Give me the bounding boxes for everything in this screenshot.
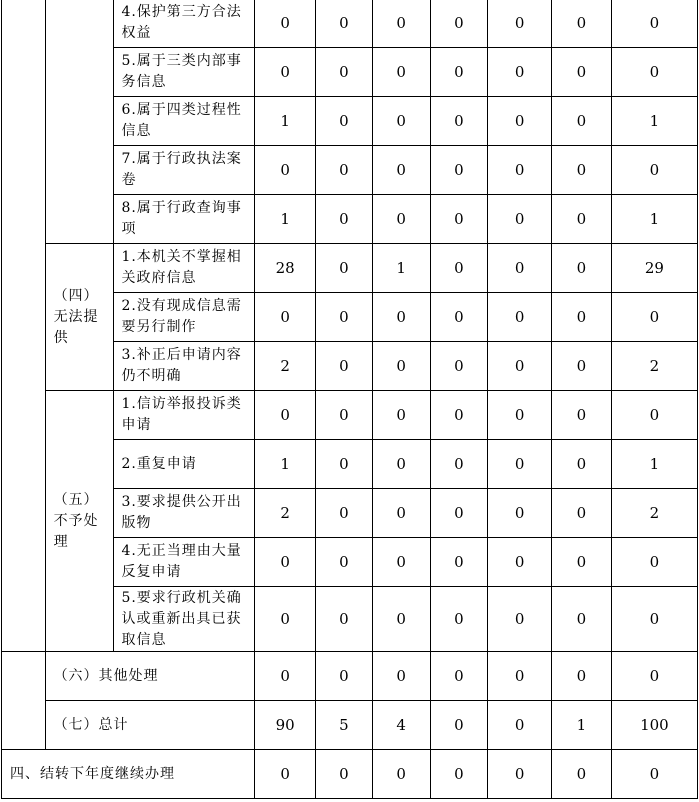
cell-value: 0	[372, 489, 430, 538]
cell-value: 0	[430, 587, 488, 652]
cell-value: 0	[552, 391, 612, 440]
table-row	[2, 750, 698, 799]
category-label: （五）不予处理	[45, 391, 114, 652]
cell-value: 0	[430, 0, 488, 48]
cell-value: 28	[255, 244, 316, 293]
cell-value: 0	[552, 342, 612, 391]
row-label: 7.属于行政执法案卷	[114, 146, 255, 195]
cell-value: 0	[552, 48, 612, 97]
cell-value: 0	[552, 244, 612, 293]
cell-value: 0	[372, 391, 430, 440]
cell-value: 0	[316, 750, 373, 799]
cell-value: 0	[611, 538, 697, 587]
cell-value: 0	[255, 146, 316, 195]
cell-value: 0	[372, 97, 430, 146]
cell-value: 0	[316, 48, 373, 97]
cell-value: 1	[611, 97, 697, 146]
cell-value: 0	[488, 244, 552, 293]
cell-value: 5	[316, 701, 373, 750]
cell-value: 0	[372, 440, 430, 489]
cell-value: 0	[488, 146, 552, 195]
row-label: 1.本机关不掌握相关政府信息	[114, 244, 255, 293]
cell-value: 0	[316, 489, 373, 538]
table-row	[2, 652, 698, 701]
outer-group-cell	[2, 652, 46, 750]
cell-value: 0	[611, 750, 697, 799]
cell-value: 0	[611, 293, 697, 342]
cell-value: 2	[255, 489, 316, 538]
cell-value: 0	[488, 701, 552, 750]
cell-value: 0	[430, 440, 488, 489]
cell-value: 0	[488, 195, 552, 244]
cell-value: 0	[552, 587, 612, 652]
cell-value: 0	[255, 538, 316, 587]
cell-value: 0	[316, 97, 373, 146]
cell-value: 0	[488, 342, 552, 391]
row-label: 2.重复申请	[114, 440, 255, 489]
row-label: 1.信访举报投诉类申请	[114, 391, 255, 440]
cell-value: 0	[255, 391, 316, 440]
row-label: 5.要求行政机关确认或重新出具已获取信息	[114, 587, 255, 652]
cell-value: 0	[488, 587, 552, 652]
cell-value: 2	[611, 342, 697, 391]
row-label: 5.属于三类内部事务信息	[114, 48, 255, 97]
row-label: 4.保护第三方合法权益	[114, 0, 255, 48]
cell-value: 1	[552, 701, 612, 750]
cell-value: 0	[488, 0, 552, 48]
cell-value: 0	[430, 146, 488, 195]
cell-value: 0	[488, 97, 552, 146]
cell-value: 1	[255, 195, 316, 244]
cell-value: 0	[316, 440, 373, 489]
cell-value: 0	[372, 146, 430, 195]
statistics-table	[1, 0, 698, 799]
cell-value: 0	[430, 293, 488, 342]
cell-value: 0	[430, 97, 488, 146]
cell-value: 0	[430, 489, 488, 538]
outer-group-cell	[2, 0, 46, 652]
cell-value: 0	[488, 750, 552, 799]
cell-value: 0	[488, 391, 552, 440]
table-row	[2, 0, 698, 48]
cell-value: 0	[316, 293, 373, 342]
table-row	[2, 391, 698, 440]
cell-value: 0	[552, 97, 612, 146]
cell-value: 0	[430, 244, 488, 293]
cell-value: 2	[255, 342, 316, 391]
cell-value: 0	[430, 391, 488, 440]
cell-value: 0	[430, 342, 488, 391]
cell-value: 0	[316, 391, 373, 440]
cell-value: 0	[488, 293, 552, 342]
cell-value: 0	[255, 293, 316, 342]
cell-value: 0	[488, 489, 552, 538]
cell-value: 0	[552, 440, 612, 489]
cell-value: 0	[552, 293, 612, 342]
cell-value: 0	[372, 750, 430, 799]
cell-value: 0	[552, 750, 612, 799]
cell-value: 90	[255, 701, 316, 750]
cell-value: 0	[316, 195, 373, 244]
row-label: 8.属于行政查询事项	[114, 195, 255, 244]
table-row	[2, 244, 698, 293]
cell-value: 0	[372, 48, 430, 97]
cell-value: 0	[430, 538, 488, 587]
cell-value: 0	[316, 652, 373, 701]
cell-value: 2	[611, 489, 697, 538]
cell-value: 1	[255, 97, 316, 146]
cell-value: 0	[552, 146, 612, 195]
row-label: 6.属于四类过程性信息	[114, 97, 255, 146]
cell-value: 4	[372, 701, 430, 750]
cell-value: 0	[611, 587, 697, 652]
cell-value: 0	[372, 195, 430, 244]
cell-value: 0	[255, 750, 316, 799]
cell-value: 0	[255, 587, 316, 652]
cell-value: 1	[255, 440, 316, 489]
cell-value: 0	[552, 0, 612, 48]
table-row	[2, 701, 698, 750]
cell-value: 0	[552, 489, 612, 538]
cell-value: 0	[552, 652, 612, 701]
cell-value: 0	[488, 48, 552, 97]
cell-value: 29	[611, 244, 697, 293]
cell-value: 0	[372, 293, 430, 342]
cell-value: 100	[611, 701, 697, 750]
cell-value: 1	[611, 195, 697, 244]
cell-value: 0	[372, 342, 430, 391]
cell-value: 0	[552, 195, 612, 244]
cell-value: 0	[552, 538, 612, 587]
row-label: 3.要求提供公开出版物	[114, 489, 255, 538]
cell-value: 0	[488, 652, 552, 701]
cell-value: 0	[611, 0, 697, 48]
cell-value: 0	[430, 701, 488, 750]
cell-value: 0	[611, 391, 697, 440]
row-label: （六）其他处理	[45, 652, 255, 701]
cell-value: 0	[430, 652, 488, 701]
category-label: （四）无法提供	[45, 244, 114, 391]
cell-value: 1	[372, 244, 430, 293]
cell-value: 0	[611, 48, 697, 97]
cell-value: 0	[611, 652, 697, 701]
cell-value: 0	[316, 538, 373, 587]
cell-value: 0	[430, 48, 488, 97]
row-label: 3.补正后申请内容仍不明确	[114, 342, 255, 391]
row-label: 4.无正当理由大量反复申请	[114, 538, 255, 587]
row-label: 四、结转下年度继续办理	[2, 750, 255, 799]
cell-value: 0	[316, 244, 373, 293]
row-label: 2.没有现成信息需要另行制作	[114, 293, 255, 342]
cell-value: 0	[430, 195, 488, 244]
cell-value: 0	[372, 0, 430, 48]
cell-value: 0	[255, 0, 316, 48]
cell-value: 0	[488, 440, 552, 489]
cell-value: 0	[255, 652, 316, 701]
cell-value: 0	[372, 538, 430, 587]
cell-value: 1	[611, 440, 697, 489]
cell-value: 0	[372, 652, 430, 701]
cell-value: 0	[316, 0, 373, 48]
cell-value: 0	[488, 538, 552, 587]
cell-value: 0	[316, 342, 373, 391]
cell-value: 0	[255, 48, 316, 97]
cell-value: 0	[430, 750, 488, 799]
cell-value: 0	[372, 587, 430, 652]
row-label: （七）总计	[45, 701, 255, 750]
cell-value: 0	[316, 146, 373, 195]
cell-value: 0	[611, 146, 697, 195]
cell-value: 0	[316, 587, 373, 652]
category-cell-continued	[45, 0, 114, 244]
